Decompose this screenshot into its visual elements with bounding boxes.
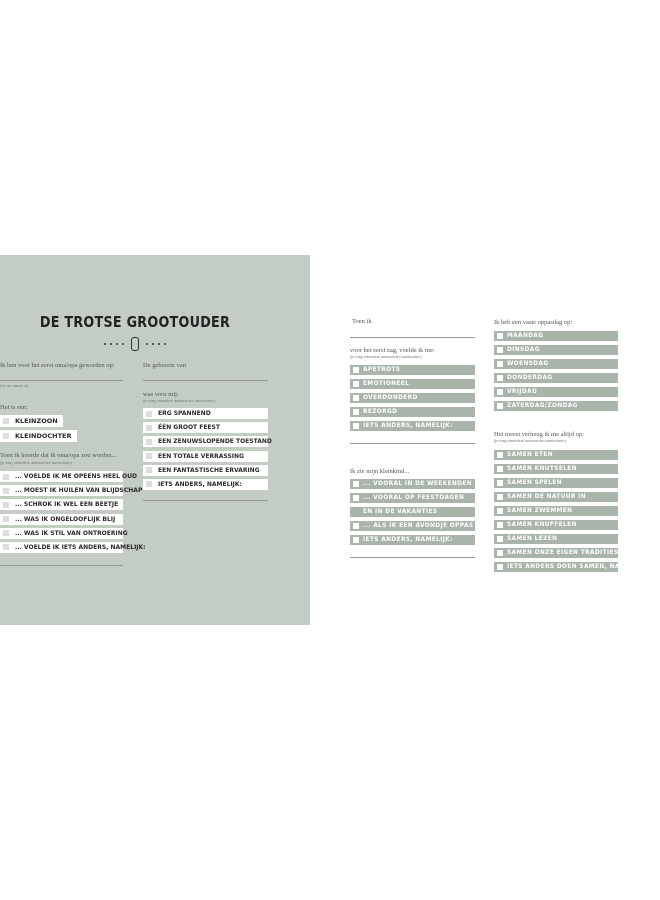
checkbox[interactable] [3, 502, 9, 508]
checkbox[interactable] [497, 522, 503, 528]
checkbox-option[interactable] [0, 471, 137, 482]
checkbox[interactable] [146, 411, 152, 417]
was-options [143, 408, 272, 493]
option-label: EEN TOTALE VERRASSING [158, 452, 244, 460]
option-label: SAMEN KNUFFELEN [507, 522, 577, 528]
checkbox-option[interactable] [350, 535, 475, 545]
checkbox[interactable] [146, 453, 152, 459]
checkbox[interactable] [497, 347, 503, 353]
checkbox-option[interactable] [350, 407, 475, 417]
option-label: VRIJDAG [507, 389, 538, 395]
checkbox[interactable] [497, 333, 503, 339]
option-label: ÉÉN GROOT FEEST [158, 424, 220, 432]
checkbox[interactable] [146, 467, 152, 473]
option-label: EN IN DE VAKANTIES [363, 509, 438, 515]
checkbox-option[interactable] [0, 499, 123, 510]
checkbox[interactable] [3, 474, 9, 480]
checkbox-option[interactable] [494, 520, 618, 530]
option-label: SAMEN KNUTSELEN [507, 466, 577, 472]
option-label: DONDERDAG [507, 375, 553, 381]
option-label: APETROTS [363, 367, 401, 373]
option-label: ... VOELDE IK ME OPEENS HEEL OUD [15, 473, 137, 480]
answer-line[interactable] [0, 565, 123, 566]
checkbox[interactable] [497, 375, 503, 381]
is-a-options [0, 415, 77, 444]
option-label: MAANDAG [507, 333, 544, 339]
checkbox-option[interactable] [494, 345, 618, 355]
checkbox[interactable] [3, 433, 9, 439]
checkbox-option[interactable] [0, 514, 123, 525]
checkbox [353, 509, 359, 515]
checkbox[interactable] [146, 481, 152, 487]
paperclip-icon [131, 337, 139, 351]
checkbox[interactable] [3, 488, 9, 494]
checkbox[interactable] [3, 544, 9, 550]
checkbox[interactable] [3, 516, 9, 522]
checkbox-option[interactable] [0, 542, 146, 553]
option-label: ... VOORAL OP FEESTDAGEN [363, 495, 465, 501]
checkbox-option[interactable] [494, 478, 618, 488]
option-label: SAMEN ONZE EIGEN TRADITIES MAKEN [507, 550, 647, 556]
birth-prompt: De geboorte van [143, 362, 186, 369]
checkbox[interactable] [497, 536, 503, 542]
then-label: Toen ik [352, 318, 372, 325]
date-line[interactable] [0, 380, 123, 381]
checkbox-option[interactable] [143, 422, 268, 433]
checkbox-option[interactable] [494, 331, 618, 341]
checkbox[interactable] [497, 361, 503, 367]
checkbox-option[interactable] [494, 387, 618, 397]
checkbox-option[interactable] [0, 528, 128, 539]
checkbox[interactable] [353, 537, 359, 543]
option-label: ... ALS IK EEN AVONDJE OPPAS [363, 523, 474, 529]
checkbox-option[interactable] [0, 485, 143, 496]
first-saw-hint: (je mag meerdere antwoorden aankruisen) [350, 355, 422, 359]
checkbox-option[interactable] [143, 436, 272, 447]
checkbox-option[interactable] [494, 450, 618, 460]
checkbox-option[interactable] [494, 534, 618, 544]
checkbox[interactable] [497, 508, 503, 514]
day-options [494, 331, 618, 415]
option-label: ... VOELDE IK IETS ANDERS, NAMELIJK: [15, 543, 146, 551]
checkbox-option[interactable] [494, 548, 647, 558]
was-label: was voor mij: [143, 391, 179, 398]
checkbox[interactable] [3, 530, 9, 536]
option-label: KLEINZOON [15, 417, 58, 425]
answer-line[interactable] [350, 557, 475, 558]
page-title: DE TROTSE GROOTOUDER [39, 313, 231, 331]
checkbox[interactable] [497, 452, 503, 458]
option-label: WOENSDAG [507, 361, 549, 367]
answer-line[interactable] [143, 500, 268, 501]
option-label: DINSDAG [507, 347, 540, 353]
option-label: ... MOEST IK HUILEN VAN BLIJDSCHAP [15, 487, 143, 495]
checkbox[interactable] [3, 418, 9, 424]
checkbox[interactable] [353, 367, 359, 373]
first-saw-label: voor het eerst zag, voelde ik me: [350, 347, 435, 354]
checkbox[interactable] [497, 494, 503, 500]
option-label: IETS ANDERS, NAMELIJK: [363, 537, 453, 543]
checkbox-option[interactable] [494, 492, 618, 502]
checkbox[interactable] [497, 403, 503, 409]
option-label: ... VOORAL IN DE WEEKENDEN [363, 481, 472, 487]
checkbox[interactable] [353, 481, 359, 487]
option-label: SAMEN SPELEN [507, 480, 562, 486]
checkbox[interactable] [353, 409, 359, 415]
checkbox[interactable] [353, 523, 359, 529]
checkbox-option[interactable] [350, 493, 475, 503]
activity-options [494, 450, 648, 576]
feeling-options [350, 365, 475, 435]
checkbox-option[interactable] [350, 479, 475, 489]
checkbox[interactable] [497, 550, 503, 556]
option-label: ... WAS IK STIL VAN ONTROERING [15, 529, 128, 537]
checkbox-option[interactable] [143, 479, 268, 490]
option-label: SAMEN ETEN [507, 452, 553, 458]
checkbox-option[interactable] [494, 359, 618, 369]
option-label: OVERDONDERD [363, 395, 418, 401]
checkbox[interactable] [497, 389, 503, 395]
checkbox-option[interactable] [350, 507, 475, 517]
look-hint: (je mag meerdere antwoorden aankruisen) [494, 439, 566, 443]
checkbox-option[interactable] [143, 408, 268, 419]
checkbox[interactable] [497, 564, 503, 570]
option-label: IETS ANDERS, NAMELIJK: [363, 423, 453, 429]
option-label: ... SCHROK IK WEL EEN BEETJE [15, 501, 119, 509]
day-label: Ik heb een vaste oppasdag op: [494, 319, 573, 326]
option-kleinzoon[interactable] [0, 415, 63, 427]
paperclip-ornament [95, 336, 175, 352]
option-label: KLEINDOCHTER [15, 431, 72, 440]
date-prompt: Ik ben voor het eerst oma/opa geworden op: [0, 362, 115, 369]
checkbox[interactable] [353, 381, 359, 387]
option-label: IETS ANDERS, NAMELIJK: [158, 480, 242, 488]
checkbox[interactable] [146, 425, 152, 431]
was-hint: (je mag meerdere antwoorden aankruisen) [143, 399, 215, 403]
option-label: EMOTIONEEL [363, 381, 410, 387]
option-label: ZATERDAG/ZONDAG [507, 403, 578, 409]
checkbox[interactable] [353, 423, 359, 429]
checkbox-option[interactable] [350, 421, 475, 431]
option-label: SAMEN ZWEMMEN [507, 508, 573, 514]
checkbox-option[interactable] [494, 464, 618, 474]
checkbox-option[interactable] [350, 379, 475, 389]
option-label: EEN FANTASTISCHE ERVARING [158, 466, 260, 474]
checkbox-option[interactable] [350, 521, 475, 531]
checkbox-option[interactable] [494, 562, 648, 572]
is-a-label: Het is een: [0, 404, 28, 411]
checkbox-option[interactable] [494, 401, 618, 411]
checkbox[interactable] [353, 395, 359, 401]
see-options [350, 479, 475, 549]
checkbox-option[interactable] [494, 506, 618, 516]
checkbox[interactable] [497, 466, 503, 472]
answer-line[interactable] [350, 443, 475, 444]
option-label: EEN ZENUWSLOPENDE TOESTAND [158, 438, 272, 446]
option-label: IETS ANDERS DOEN SAMEN, NAMELIJK: [507, 564, 648, 570]
heard-prompt: Toen ik hoorde dat ik oma/opa zou worden... [0, 452, 117, 459]
checkbox-option[interactable] [143, 451, 268, 462]
checkbox-option[interactable] [350, 365, 475, 375]
heard-hint: (je mag meerdere antwoorden aankruisen) [0, 461, 72, 465]
checkbox-option[interactable] [143, 465, 268, 476]
name-line[interactable] [350, 337, 475, 338]
look-label: Het meest verheug ik me altijd op: [494, 431, 584, 438]
date-hint: (vul de datum in) [0, 384, 29, 388]
checkbox[interactable] [353, 495, 359, 501]
option-label: ... WAS IK ONGELOOFLIJK BLIJ [15, 515, 116, 523]
checkbox-option[interactable] [350, 393, 475, 403]
checkbox[interactable] [146, 439, 152, 445]
name-line[interactable] [143, 380, 268, 381]
heard-options [0, 471, 146, 556]
see-label: Ik zie mijn kleinkind... [350, 468, 410, 475]
checkbox-option[interactable] [494, 373, 618, 383]
option-label: BEZORGD [363, 409, 398, 415]
checkbox[interactable] [497, 480, 503, 486]
option-label: SAMEN LEZEN [507, 536, 558, 542]
option-label: SAMEN DE NATUUR IN [507, 494, 586, 500]
option-label: ERG SPANNEND [158, 410, 211, 417]
option-kleindochter[interactable] [0, 430, 77, 442]
